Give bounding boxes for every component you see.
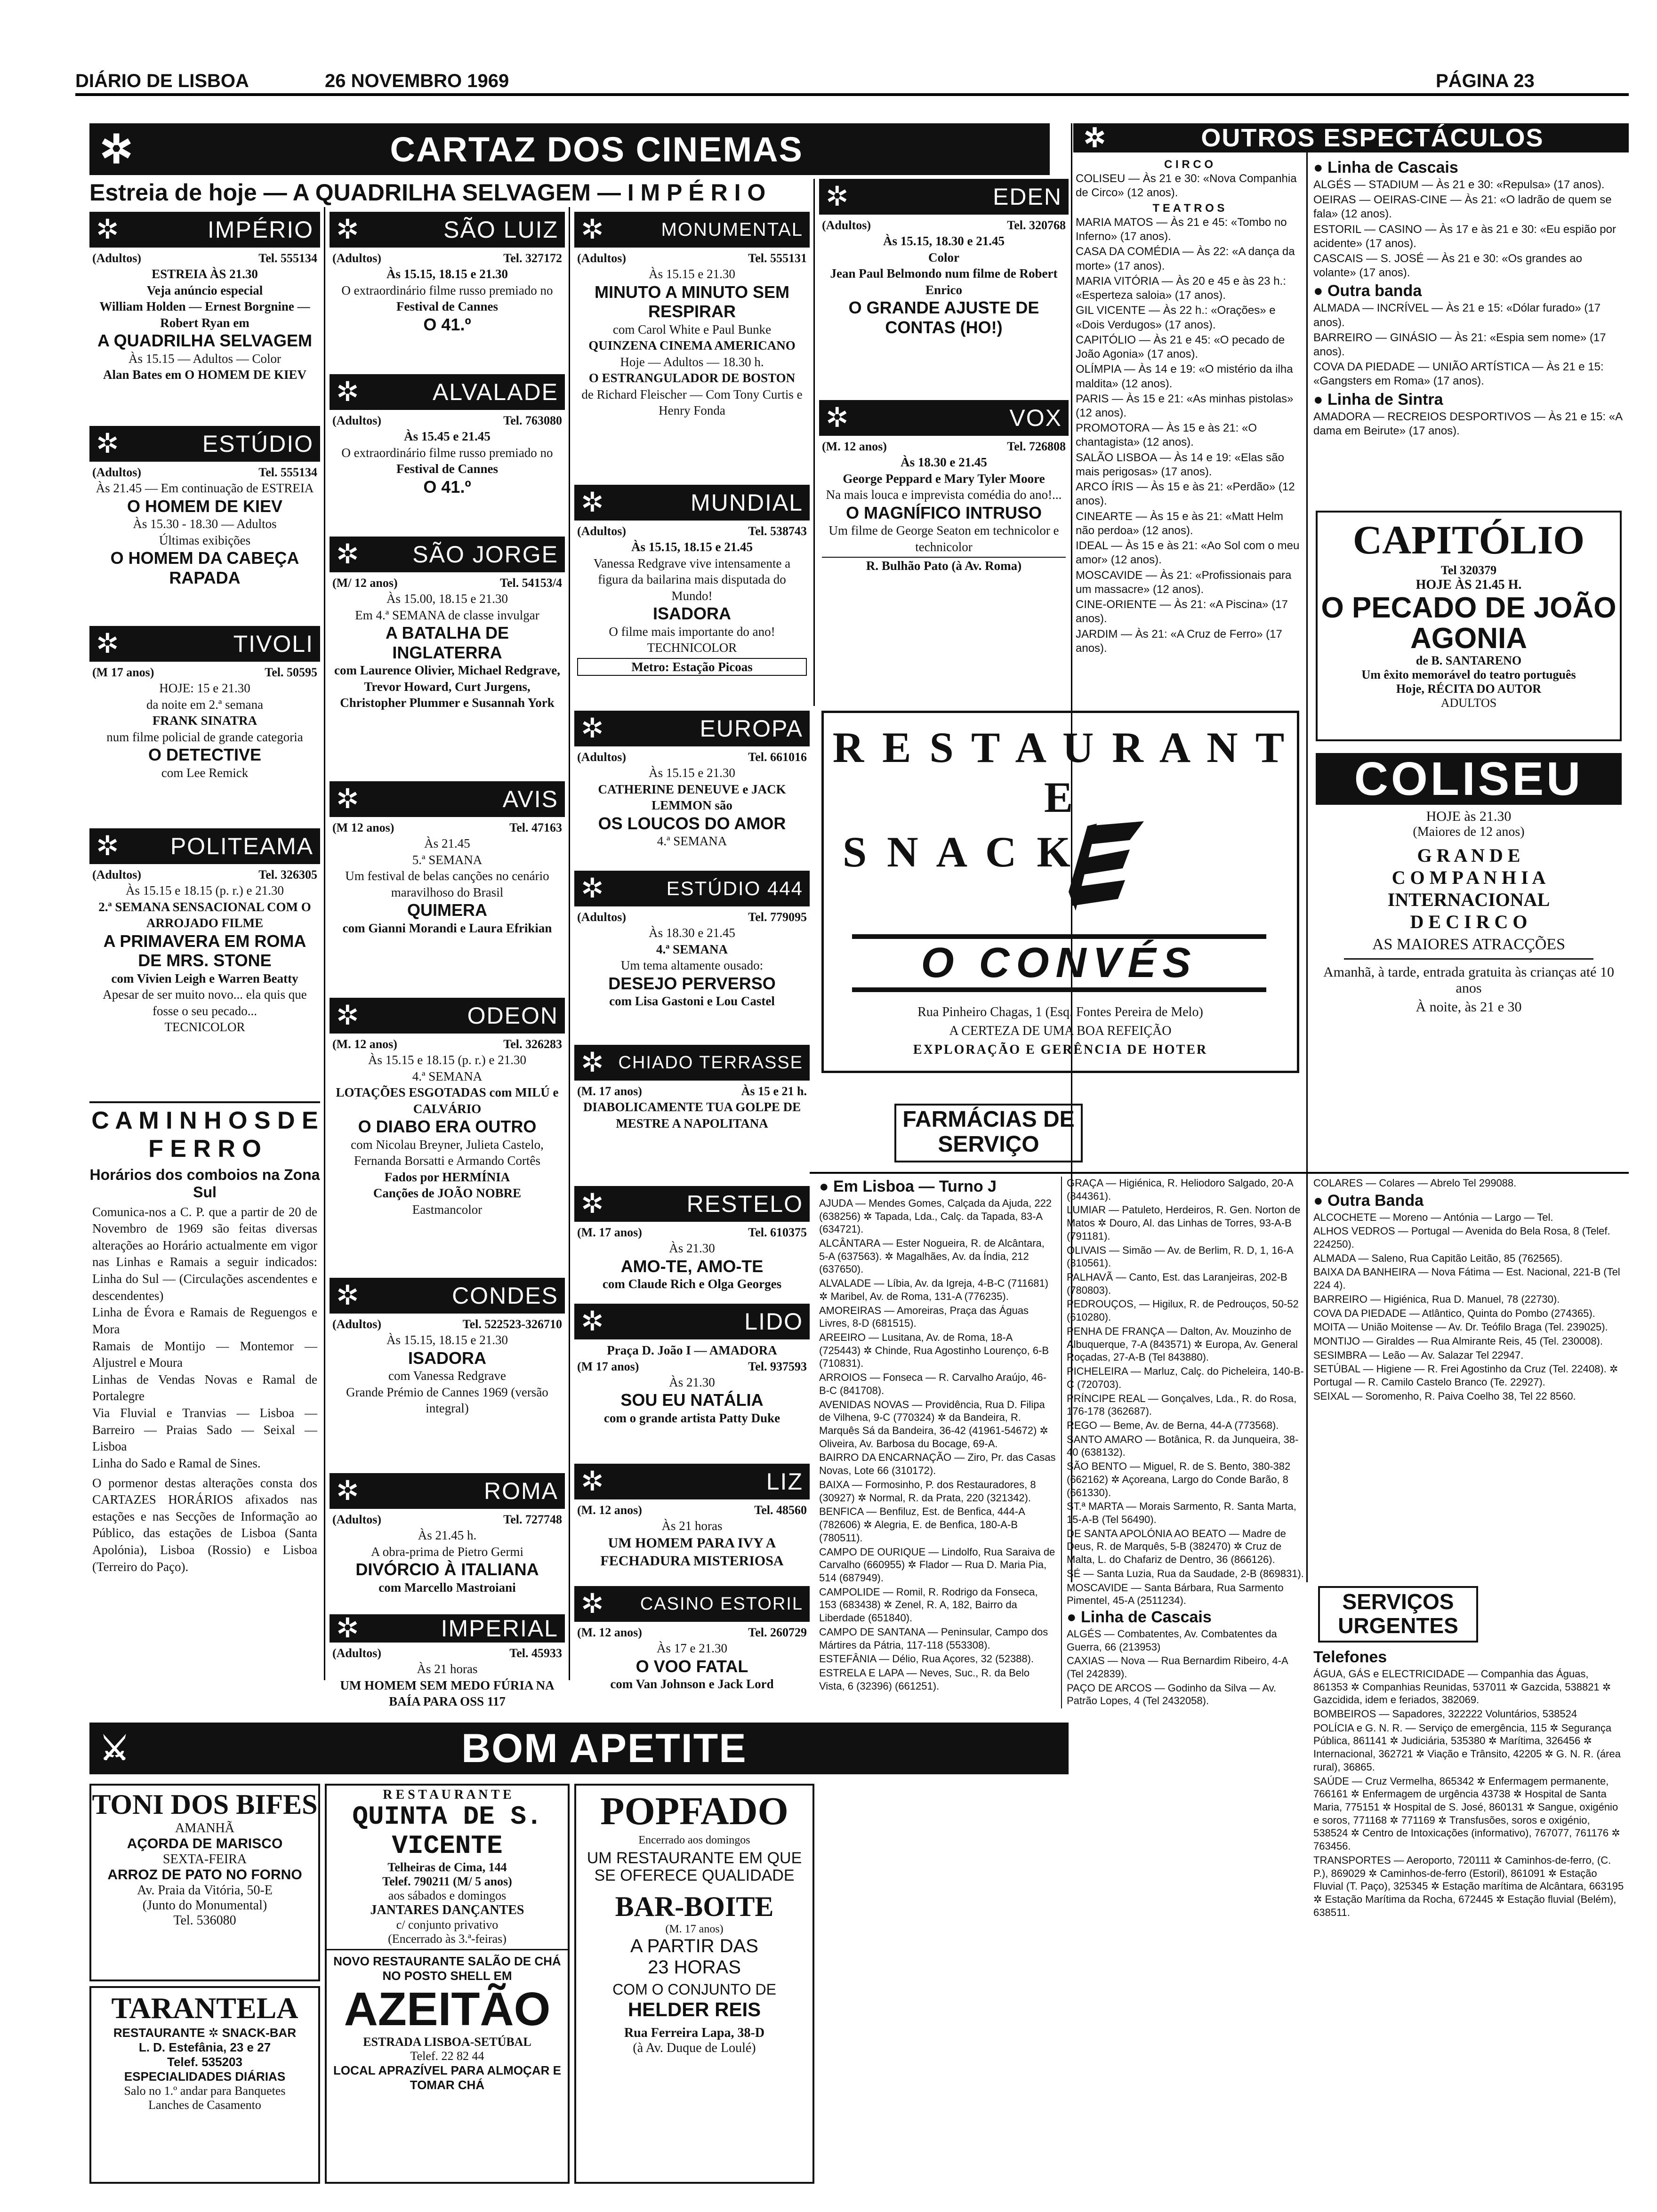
pharmacy-item: BARREIRO — Higiénica, Rua D. Manuel, 78 (22730).: [1313, 1293, 1560, 1305]
cinema-alvalade[interactable]: ✲ ALVALADE (Adultos) Tel. 763080 Às 15.45 e 21.45 O extraordinário filme russo premiado no Festival de Cannes O 41.º: [330, 374, 565, 529]
pharmacy-item: PICHELEIRA — Marluz, Calç. do Picheleira, 140-B-C (720703).: [1067, 1365, 1304, 1390]
pharmacy-item: ALMADA — Saleno, Rua Capitão Leitão, 85 (762565).: [1313, 1252, 1563, 1264]
farmacias-lisboa: [819, 1177, 1304, 1708]
asterisk-icon: ✲: [336, 1475, 359, 1506]
pharmacy-item: COLARES — Colares — Abrelo Tel 299088.: [1313, 1177, 1517, 1189]
pharmacy-item: OLIVAIS — Simão — Av. de Berlim, R. D, 1, 16-A (310561).: [1067, 1244, 1293, 1269]
cartaz-banner: ✲ CARTAZ DOS CINEMAS: [89, 123, 1050, 175]
sail-logo-icon: [1031, 821, 1172, 930]
pharmacy-item: BAIXA — Formosinho, P. dos Restauradores, 8 (30927) ✲ Normal, R. da Prata, 220 (321342).: [819, 1478, 1036, 1504]
asterisk-icon: ✲: [826, 181, 849, 212]
ad-toni-dos-bifes: TONI DOS BIFES AMANHÃ AÇORDA DE MARISCO SEXTA-FEIRA ARROZ DE PATO NO FORNO Av. Praia da Vitória, 50-E (Junto do Monumental) Tel. 536080: [89, 1784, 320, 1981]
bullet-icon: ●: [819, 1178, 833, 1195]
asterisk-icon: ✲: [581, 487, 604, 518]
asterisk-icon: ✲: [100, 127, 133, 171]
asterisk-icon: ✲: [581, 214, 604, 245]
pharmacy-item: SÃO BENTO — Miguel, R. de S. Bento, 380-382 (662162) ✲ Açoreana, Largo do Conde Barão, 8 (661330).: [1067, 1460, 1291, 1499]
servicos-banner: SERVIÇOS URGENTES: [1318, 1586, 1478, 1643]
cinema-europa[interactable]: ✲ EUROPA (Adultos) Tel. 661016 Às 15.15 e 21.30 CATHERINE DENEUVE e JACK LEMMON são OS LOUCOS DO AMOR 4.ª SEMANA: [574, 711, 810, 866]
asterisk-icon: ✲: [96, 214, 119, 245]
pharmacy-item: CAXIAS — Nova — Rua Bernardim Ribeiro, 4-A (Tel 242839).: [1067, 1655, 1288, 1680]
caminhos-title: C A M I N H O S D E F E R R O: [91, 1107, 318, 1162]
cinema-tivoli[interactable]: ✲ TIVOLI (M 17 anos) Tel. 50595 HOJE: 15 e 21.30 da noite em 2.ª semana FRANK SINATRA num filme policial de grande categoria O DETECTIVE com Lee Remick: [89, 626, 320, 819]
asterisk-icon: ✲: [336, 539, 359, 569]
cinema-politeama[interactable]: ✲ POLITEAMA (Adultos) Tel. 326305 Às 15.15 e 18.15 (p. r.) e 21.30 2.ª SEMANA SENSACIONAL COM O ARROJADO FILME A PRIMAVERA EM ROMA DE MRS. STONE com Vivien Leigh e Warren Beatty Apesar de ser muito novo... ela quis que fosse o seu pecado... TECNICOLOR: [89, 828, 320, 1092]
pharmacy-item: SANTO AMARO — Botânica, R. da Junqueira, 38-40 (638132).: [1067, 1433, 1299, 1459]
listing-item: CAPITÓLIO — Às 21 e 45: «O pecado de João Agonia» (17 anos).: [1076, 333, 1285, 361]
pharmacy-item: SÉ — Santa Luzia, Rua da Saudade, 2-B (869831).: [1067, 1567, 1304, 1579]
asterisk-icon: ✲: [96, 428, 119, 459]
pharmacy-item: CAMPOLIDE — Romil, R. Rodrigo da Fonseca, 153 (683438) ✲ Zenel, R. A, 182, Bairro da Liberdade (651840).: [819, 1586, 1038, 1624]
asterisk-icon: ✲: [336, 1614, 359, 1643]
cinema-sao-jorge[interactable]: ✲ SÃO JORGE (M/ 12 anos) Tel. 54153/4 Às 15.00, 18.15 e 21.30 Em 4.ª SEMANA de classe invulgar A BATALHA DE INGLATERRA com Laurence Olivier, Michael Redgrave, Trevor Howard, Curt Jurgens, Christopher Plummer e Susannah York: [330, 537, 565, 772]
ad-brand: O CONVÉS: [852, 934, 1266, 992]
cinema-eden[interactable]: ✲ EDEN (Adultos) Tel. 320768 Às 15.15, 18.30 e 21.45 Color Jean Paul Belmondo num filme de Robert Enrico O GRANDE AJUSTE DE CONTAS (HO!): [819, 179, 1069, 391]
banda-heading: ● Outra banda: [1313, 282, 1422, 300]
listing-item: MOSCAVIDE — Às 21: «Profissionais para um massacre» (12 anos).: [1076, 569, 1292, 596]
asterisk-icon: ✲: [581, 1306, 604, 1337]
pharmacy-item: ESTRELA E LAPA — Neves, Suc., R. da Belo Vista, 6 (32396) (661251).: [819, 1667, 1030, 1692]
bullet-icon: ●: [1313, 1191, 1327, 1210]
service-item: BOMBEIROS — Sapadores, 322222 Voluntários, 538524: [1313, 1707, 1577, 1720]
pharmacy-item: ALCOCHETE — Moreno — Antónia — Largo — Tel.: [1313, 1211, 1553, 1223]
cinema-odeon[interactable]: ✲ ODEON (M. 12 anos) Tel. 326283 Às 15.15 e 18.15 (p. r.) e 21.30 4.ª SEMANA LOTAÇÕES ESGOTADAS com MILÚ e CALVÁRIO O DIABO ERA OUTRO com Nicolau Breyner, Julieta Castelo, Fernanda Borsatti e Armando Cortês Fados por HERMÍNIA Canções de JOÃO NOBRE Eastmancolor: [330, 998, 565, 1271]
cinema-chiado-terrasse[interactable]: ✲ CHIADO TERRASSE (M. 17 anos) Às 15 e 21 h. DIABOLICAMENTE TUA GOLPE DE MESTRE A NAPOLITANA: [574, 1045, 810, 1181]
asterisk-icon: ✲: [581, 1188, 604, 1219]
cinema-imperio[interactable]: ✲ IMPÉRIO (Adultos) Tel. 555134 ESTREIA ÀS 21.30 Veja anúncio especial William Holden — Ernest Borgnine — Robert Ryan em A QUADRILHA SELVAGEM Às 15.15 — Adultos — Color Alan Bates em O HOMEM DE KIEV: [89, 212, 320, 419]
asterisk-icon: ✲: [336, 1280, 359, 1311]
col-rule: [1306, 123, 1308, 1582]
cinema-avis[interactable]: ✲ AVIS (M 12 anos) Tel. 47163 Às 21.45 5.ª SEMANA Um festival de belas canções no cenário maravilhoso do Brasil QUIMERA com Gianni Morandi e Laura Efrikian: [330, 781, 565, 988]
cinema-lido[interactable]: ✲ LIDO Praça D. João I — AMADORA (M 17 anos) Tel. 937593 Às 21.30 SOU EU NATÁLIA com o grande artista Patty Duke: [574, 1304, 810, 1459]
listing-item: IDEAL — Às 15 e às 21: «Ao Sol com o meu amor» (12 anos).: [1076, 539, 1300, 567]
asterisk-icon: ✲: [581, 1047, 604, 1078]
caminhos-subtitle: Horários dos comboios na Zona Sul: [89, 1166, 320, 1201]
ad-subtitle: S N A C K: [843, 828, 1075, 876]
pharmacy-item: ALGÉS — Combatentes, Av. Combatentes da Guerra, 66 (213953): [1067, 1627, 1277, 1653]
listing-item: PARIS — Às 15 e 21: «As minhas pistolas» (12 anos).: [1076, 392, 1294, 419]
asterisk-icon: ✲: [581, 1588, 604, 1619]
sintra-heading: ● Linha de Sintra: [1313, 390, 1443, 409]
pharmacy-item: AREEIRO — Lusitana, Av. de Roma, 18-A (725443) ✲ Chinde, Rua Agostinho Lourenço, 6-B (710831).: [819, 1331, 1049, 1370]
listing-item: BARREIRO — GINÁSIO — Às 21: «Espia sem nome» (17 anos).: [1313, 331, 1606, 358]
ad-tarantela: TARANTELA RESTAURANTE ✲ SNACK-BAR L. D. Estefânia, 23 e 27 Telef. 535203 ESPECIALIDADES DIÁRIAS Salo no 1.º andar para Banquetes Lanches de Casamento: [89, 1986, 320, 2184]
service-item: TRANSPORTES — Aeroporto, 720111 ✲ Caminhos-de-ferro, (C. P.), 869029 ✲ Caminhos-de-ferro (Estoril), 861091 ✲ Estação Fluvial (T. Paço), 325345 ✲ Estação marítima de Alcântara, 663195 ✲ Estação Marítima da Rocha, 672445 ✲ Estação fluvial (Belém), 638511.: [1313, 1854, 1624, 1918]
cinema-condes[interactable]: ✲ CONDES (Adultos) Tel. 522523-326710 Às 15.15, 18.15 e 21.30 ISADORA com Vanessa Redgrave Grande Prémio de Cannes 1969 (versão integral): [330, 1278, 565, 1466]
pharmacy-item: AMOREIRAS — Amoreiras, Praça das Águas Livres, 8-D (681515).: [819, 1304, 1029, 1330]
farmacias-banner: FARMÁCIAS DE SERVIÇO: [894, 1104, 1083, 1162]
listing-item: ARCO ÍRIS — Às 15 e às 21: «Perdão» (12 anos).: [1076, 481, 1295, 508]
listing-item: MARIA VITÓRIA — Às 20 e 45 e às 23 h.: «Esperteza saloia» (17 anos).: [1076, 274, 1286, 302]
pharmacy-item: SEIXAL — Soromenho, R. Paiva Coelho 38, Tel 22 8560.: [1313, 1390, 1576, 1402]
ad-quinta-sao-vicente: R E S T A U R A N T E QUINTA DE S. VICENTE Telheiras de Cima, 144 Telef. 790211 (M/ 5 anos) aos sábados e domingos JANTARES DANÇANTES c/ conjunto privativo (Encerrado às 3.ª-feiras) NOVO RESTAURANTE SALÃO DE CHÁ NO POSTO SHELL EM AZEITÃO ESTRADA LISBOA-SETÚBAL Telef. 22 82 44 LOCAL APRAZÍVEL PARA ALMOÇAR E TOMAR CHÁ: [325, 1784, 570, 2184]
pharmacy-item: ALVALADE — Líbia, Av. da Igreja, 4-B-C (711681) ✲ Maribel, Av. de Roma, 131-A (776235).: [819, 1277, 1049, 1302]
ad-capitolio: CAPITÓLIO Tel 320379 HOJE ÀS 21.45 H. O PECADO DE JOÃO AGONIA de B. SANTARENO Um êxito memorável do teatro português Hoje, RÉCITA DO AUTOR ADULTOS: [1316, 511, 1622, 741]
pharmacy-item: ALHOS VEDROS — Portugal — Avenida do Bela Rosa, 8 (Telef. 224250).: [1313, 1225, 1610, 1250]
ad-title: R E S T A U R A N T E: [832, 723, 1288, 821]
listing-item: CASA DA COMÉDIA — Às 22: «A dança da morte» (17 anos).: [1076, 245, 1295, 272]
listing-item: GIL VICENTE — Às 22 h.: «Orações» e «Dois Verdugos» (17 anos).: [1076, 304, 1276, 331]
outros-banner: ✲ OUTROS ESPECTÁCULOS: [1073, 123, 1629, 152]
listing-item: ALMADA — INCRÍVEL — Às 21 e 15: «Dólar furado» (17 anos).: [1313, 302, 1601, 329]
bom-apetite-banner: ⚔ BOM APETITE: [89, 1723, 1069, 1774]
listing-item: JARDIM — Às 21: «A Cruz de Ferro» (17 anos).: [1076, 627, 1282, 655]
listing-item: OLÍMPIA — Às 14 e 19: «O mistério da ilha maldita» (12 anos).: [1076, 363, 1293, 390]
asterisk-icon: ✲: [826, 402, 849, 433]
asterisk-icon: ✲: [1084, 123, 1106, 152]
premiere-line: Estreia de hoje — A QUADRILHA SELVAGEM — I M P É R I O: [89, 179, 766, 206]
servicos-list: Telefones ÁGUA, GÁS e ELECTRICIDADE — Companhia das Águas, 861353 ✲ Companhias Reunidas, 537011 ✲ Gazcida, 538821 ✲ Gazcidida, idem e feriados, 382069. BOMBEIROS — Sapadores, 322222 Voluntários, 538524 POLÍCIA e G. N. R. — Serviço de emergência, 115 ✲ Segurança Pública, 861141 ✲ Judiciária, 535380 ✲ Marítima, 326456 ✲ Internacional, 362721 ✲ Viação e Trânsito, 42205 ✲ G. N. R. (área rural), 36865. SAÚDE — Cruz Vermelha, 865342 ✲ Enfermagem permanente, 766161 ✲ Enfermagem de urgência 43738 ✲ Hospital de Santa Maria, 775151 ✲ Hospital de S. José, 860131 ✲ Sangue, oxigénio e soros, 771168 ✲ 771169 ✲ Transfusões, soros e oxigénio, 538524 ✲ Centro de Intoxicações (informativo), 767077, 761176 ✲ 763456. TRANSPORTES — Aeroporto, 720111 ✲ Caminhos-de-ferro, (C. P.), 869029 ✲ Caminhos-de-ferro (Estoril), 861091 ✲ Estação Fluvial (T. Paço), 325345 ✲ Estação marítima de Alcântara, 663195 ✲ Estação Marítima da Rocha, 672445 ✲ Estação fluvial (Belém), 638511.: [1313, 1648, 1624, 1918]
listing-item: COVA DA PIEDADE — UNIÃO ARTÍSTICA — Às 21 e 15: «Gangsters em Roma» (17 anos).: [1313, 361, 1604, 388]
pharmacy-item: PEDROUÇOS, — Higilux, R. de Pedrouços, 50-52 (610280).: [1067, 1298, 1299, 1323]
listing-item: ESTORIL — CASINO — Às 17 e às 21 e 30: «Eu espião por acidente» (17 anos).: [1313, 223, 1616, 250]
pharmacy-item: SESIMBRA — Leão — Av. Salazar Tel 22947.: [1313, 1349, 1524, 1361]
outra-banda-heading: ● Outra Banda: [1313, 1191, 1424, 1210]
cinema-estudio[interactable]: ✲ ESTÚDIO (Adultos) Tel. 555134 Às 21.45 — Em continuação de ESTREIA O HOMEM DE KIEV Às 15.30 - 18.30 — Adultos Últimas exibições O HOMEM DA CABEÇA RAPADA: [89, 426, 320, 619]
asterisk-icon: ✲: [581, 1466, 604, 1497]
pharmacy-item: PAÇO DE ARCOS — Godinho da Silva — Av. Patrão Lopes, 4 (Tel 2432058).: [1067, 1682, 1277, 1707]
listing-item: CASCAIS — S. JOSÉ — Às 21 e 30: «Os grandes ao volante» (17 anos).: [1313, 252, 1582, 280]
cinema-mundial[interactable]: ✲ MUNDIAL (Adultos) Tel. 538743 Às 15.15, 18.15 e 21.45 Vanessa Redgrave vive intensamente a figura da bailarina mais disputada do Mundo! ISADORA O filme mais importante do ano! TECHNICOLOR Metro: Estação Picoas: [574, 485, 810, 706]
pharmacy-item: COVA DA PIEDADE — Atlântico, Quinta do Pombo (274365).: [1313, 1307, 1595, 1319]
service-item: ÁGUA, GÁS e ELECTRICIDADE — Companhia das Águas, 861353 ✲ Companhias Reunidas, 537011 ✲ Gazcida, 538821 ✲ Gazcidida, idem e feriados, 382069.: [1313, 1667, 1611, 1706]
pharmacy-item: ALCÂNTARA — Ester Nogueira, R. de Alcântara, 5-A (637563). ✲ Magalhães, Av. da Índia, 212 (637650).: [819, 1237, 1045, 1275]
cinema-imperial[interactable]: ✲ IMPERIAL (Adultos) Tel. 45933 Às 21 horas UM HOMEM SEM MEDO FÚRIA NA BAÍA PARA OSS 117: [330, 1614, 565, 1708]
pharmacy-item: ESTEFÂNIA — Délio, Rua Açores, 32 (52388).: [819, 1653, 1034, 1665]
listing-item: PROMOTORA — Às 15 e às 21: «O chantagista» (12 anos).: [1076, 422, 1257, 449]
asterisk-icon: ✲: [581, 873, 604, 904]
pharmacy-item: PALHAVÃ — Canto, Est. das Laranjeiras, 202-B (780803).: [1067, 1271, 1287, 1296]
bullet-icon: ●: [1067, 1608, 1081, 1626]
asterisk-icon: ✲: [336, 784, 359, 814]
asterisk-icon: ✲: [96, 831, 119, 861]
pharmacy-item: AVENIDAS NOVAS — Providência, Rua D. Filipa de Vilhena, 9-C (770324) ✲ da Bandeira, R. Marquês Sá da Bandeira, 36-42 (41961-54672) ✲ Oliveira, Av. Barbosa du Bocage, 69-A.: [819, 1398, 1048, 1450]
service-item: SAÚDE — Cruz Vermelha, 865342 ✲ Enfermagem permanente, 766161 ✲ Enfermagem de urgência 43738 ✲ Hospital de Santa Maria, 775151 ✲ Hospital de S. José, 860131 ✲ Sangue, oxigénio e soros, 771168 ✲ 771169 ✲ Transfusões, soros e oxigénio, 538524 ✲ Centro de Intoxicações (informativo), 767077, 761176 ✲ 763456.: [1313, 1775, 1620, 1852]
col-rule: [813, 179, 815, 706]
bullet-icon: ●: [1313, 159, 1327, 176]
ad-restaurante-snack: R E S T A U R A N T E S N A C K O CONVÉS Rua Pinheiro Chagas, 1 (Esq. Fontes Pereira de Melo) A CERTEZA DE UMA BOA REFEIÇÃO EXPLORAÇÃO E GERÊNCIA DE HOTER: [821, 711, 1299, 1073]
farm-cascais-heading: ● Linha de Cascais: [1067, 1608, 1212, 1626]
paper-name: DIÁRIO DE LISBOA: [75, 71, 249, 91]
col-rule: [569, 207, 570, 1680]
outros-list: C I R C O COLISEU — Às 21 e 30: «Nova Companhia de Circo» (12 anos). T E A T R O S MARIA MATOS — Às 21 e 45: «Tombo no Inferno» (17 anos). CASA DA COMÉDIA — Às 22: «A dança da morte» (17 anos). MARIA VITÓRIA — Às 20 e 45 e às 23 h.: «Esperteza saloia» (17 anos). GIL VICENTE — Às 22 h.: «Orações» e «Dois Verdugos» (17 anos). CAPITÓLIO — Às 21 e 45: «O pecado de João Agonia» (17 anos). OLÍMPIA — Às 14 e 19: «O mistério da ilha maldita» (12 anos). PARIS — Às 15 e 21: «As minhas pistolas» (12 anos). PROMOTORA — Às 15 e às 21: «O chantagista» (12 anos). SALÃO LISBOA — Às 14 e 19: «Elas são mais perigosas» (17 anos). ARCO ÍRIS — Às 15 e às 21: «Perdão» (12 anos). CINEARTE — Às 15 e às 21: «Matt Helm não perdoa» (12 anos). IDEAL — Às 15 e às 21: «Ao Sol com o meu amor» (12 anos). MOSCAVIDE — Às 21: «Profissionais para um massacre» (12 anos). CINE-ORIENTE — Às 21: «A Piscina» (17 anos). JARDIM — Às 21: «A Cruz de Ferro» (17 anos).: [1076, 158, 1302, 657]
listing-item: SALÃO LISBOA — Às 14 e 19: «Elas são mais perigosas» (17 anos).: [1076, 451, 1284, 478]
pharmacy-item: DE SANTA APOLÓNIA AO BEATO — Madre de Deus, R. de Marquês, 5-B (382470) ✲ Cruz de Malta, L. do Chafariz de Dentro, 36 (866126).: [1067, 1527, 1286, 1566]
listing-item: AMADORA — RECREIOS DESPORTIVOS — Às 21 e 15: «A dama em Beirute» (17 anos).: [1313, 410, 1622, 437]
pharmacy-item: CAMPO DE SANTANA — Peninsular, Campo dos Mártires da Pátria, 117-118 (553308).: [819, 1626, 1048, 1651]
header-rule: [75, 93, 1629, 96]
asterisk-icon: ✲: [96, 628, 119, 659]
pharmacy-item: AJUDA — Mendes Gomes, Calçada da Ajuda, 222 (638256) ✲ Tapada, Lda., Calç. da Tapada, 83-A (634721).: [819, 1197, 1052, 1235]
pharmacy-item: GRAÇA — Higiénica, R. Heliodoro Salgado, 20-A (844361).: [1067, 1177, 1293, 1202]
pharmacy-item: ARROIOS — Fonseca — R. Carvalho Araújo, 46-B-C (841708).: [819, 1371, 1046, 1396]
cascais-heading: ● Linha de Cascais: [1313, 159, 1458, 176]
pharmacy-item: PRÍNCIPE REAL — Gonçalves, Lda., R. do Rosa, 176-178 (362687).: [1067, 1392, 1297, 1418]
service-item: POLÍCIA e G. N. R. — Serviço de emergência, 115 ✲ Segurança Pública, 861141 ✲ Judiciária, 535380 ✲ Marítima, 326456 ✲ Internacional, 362721 ✲ Viação e Trânsito, 42205 ✲ G. N. R. (área rural), 36865.: [1313, 1722, 1621, 1773]
pharmacy-item: MOITA — União Moitense — Av. Dr. Teófilo Braga (Tel. 239025).: [1313, 1321, 1608, 1333]
caminhos-de-ferro: C A M I N H O S D E F E R R O Horários dos comboios na Zona Sul Comunica-nos a C. P. que a partir de 20 de Novembro de 1969 são feitas diversas alterações ao Horário actualmente em vigor nas Linhas e Ramais a seguir indicados: Linha do Sul — (Circulações ascendentes e descendentes) Linha de Évora e Ramais de Reguengos e Mora Ramais de Montijo — Montemor — Aljustrel e Moura Linhas de Vendas Novas e Ramal de Portalegre Via Fluvial e Tranvias — Lisboa — Barreiro — Praias Sado — Seixal — Lisboa Linha do Sado e Ramal de Sines. O pormenor destas alterações consta dos CARTAZES HORÁRIOS afixados nas estações e nas Secções de Informação ao Público, das estações de Lisboa (Santa Apolónia), Lisboa (Rossio) e Lisboa (Terreiro do Paço).: [89, 1101, 320, 1704]
cinema-restelo[interactable]: ✲ RESTELO (M. 17 anos) Tel. 610375 Às 21.30 AMO-TE, AMO-TE com Claude Rich e Olga Georges: [574, 1186, 810, 1299]
asterisk-icon: ✲: [336, 377, 359, 407]
col-rule: [324, 207, 325, 1680]
listing-item: CINEARTE — Às 15 e às 21: «Matt Helm não perdoa» (12 anos).: [1076, 510, 1284, 537]
listing-item: CINE-ORIENTE — Às 21: «A Piscina» (17 anos).: [1076, 598, 1288, 625]
ad-coliseu: COLISEU HOJE às 21.30 (Maiores de 12 anos) G R A N D E C O M P A N H I A INTERNACIONAL D E C I R C O AS MAIORES ATRACÇÕES Amanhã, à tarde, entrada gratuita às crianças até 10 anos À noite, às 21 e 30: [1316, 753, 1622, 1087]
cinema-roma[interactable]: ✲ ROMA (Adultos) Tel. 727748 Às 21.45 h. A obra-prima de Pietro Germi DIVÓRCIO À ITALIANA com Marcello Mastroiani: [330, 1473, 565, 1610]
pharmacy-item: REGO — Beme, Av. de Berna, 44-A (773568).: [1067, 1419, 1279, 1431]
outros-right-list: [1313, 158, 1624, 439]
cinema-casino-estoril[interactable]: ✲ CASINO ESTORIL (M. 12 anos) Tel. 260729 Às 17 e 21.30 O VOO FATAL com Van Johnson e Jack Lord: [574, 1586, 810, 1708]
fork-knife-icon: ⚔: [100, 1730, 129, 1767]
farmacias-rule: [810, 1172, 1629, 1174]
pharmacy-item: SETÚBAL — Higiene — R. Frei Agostinho da Cruz (Tel. 22408). ✲ Portugal — R. Camilo Castelo Branco (Te. 22927).: [1313, 1363, 1618, 1388]
cinema-vox[interactable]: ✲ VOX (M. 12 anos) Tel. 726808 Às 18.30 e 21.45 George Peppard e Mary Tyler Moore Na mais louca e imprevista comédia do ano!... O MAGNÍFICO INTRUSO Um filme de George Seaton em technicolor e technicolor R. Bulhão Pato (à Av. Roma): [819, 400, 1069, 631]
listing-item: MARIA MATOS — Às 21 e 45: «Tombo no Inferno» (17 anos).: [1076, 216, 1287, 243]
ad-popfado: POPFADO Encerrado aos domingos UM RESTAURANTE EM QUE SE OFERECE QUALIDADE BAR-BOITE (M. 17 anos) A PARTIR DAS 23 HORAS COM O CONJUNTO DE HELDER REIS Rua Ferreira Lapa, 38-D (à Av. Duque de Loulé): [574, 1784, 814, 2184]
listing-item: OEIRAS — OEIRAS-CINE — Às 21: «O ladrão de quem se fala» (12 anos).: [1313, 193, 1612, 221]
listing-item: ALGÉS — STADIUM — Às 21 e 30: «Repulsa» (17 anos).: [1313, 178, 1605, 191]
cinema-estudio-444[interactable]: ✲ ESTÚDIO 444 (Adultos) Tel. 779095 Às 18.30 e 21.45 4.ª SEMANA Um tema altamente ousado: DESEJO PERVERSO com Lisa Gastoni e Lou Castel: [574, 871, 810, 1040]
pharmacy-item: LUMIAR — Patuleto, Herdeiros, R. Gen. Norton de Matos ✲ Douro, Al. das Linhas de Torres, 93-A-B (791181).: [1067, 1204, 1301, 1242]
bullet-icon: ●: [1313, 390, 1327, 409]
cinema-monumental[interactable]: ✲ MONUMENTAL (Adultos) Tel. 555131 Às 15.15 e 21.30 MINUTO A MINUTO SEM RESPIRAR com Carol White e Paul Bunke QUINZENA CINEMA AMERICANO Hoje — Adultos — 18.30 h. O ESTRANGULADOR DE BOSTON de Richard Fleischer — Com Tony Curtis e Henry Fonda: [574, 212, 810, 480]
issue-date: 26 NOVEMBRO 1969: [325, 71, 509, 91]
pharmacy-item: BAIXA DA BANHEIRA — Nova Fátima — Est. Nacional, 221-B (Tel 224 4).: [1313, 1266, 1620, 1291]
pharmacy-item: MOSCAVIDE — Santa Bárbara, Rua Sarmento Pimentel, 45-A (2511234).: [1067, 1581, 1284, 1607]
asterisk-icon: ✲: [336, 1000, 359, 1031]
asterisk-icon: ✲: [336, 214, 359, 245]
asterisk-icon: ✲: [581, 713, 604, 744]
cinema-sao-luiz[interactable]: ✲ SÃO LUIZ (Adultos) Tel. 327172 Às 15.15, 18.15 e 21.30 O extraordinário filme russo premiado no Festival de Cannes O 41.º: [330, 212, 565, 367]
pharmacy-item: PENHA DE FRANÇA — Dalton, Av. Mouzinho de Albuquerque, 7-A (843571) ✲ Europa, Av. General Roçadas, 27-A-B (Tel 843880).: [1067, 1325, 1298, 1363]
pharmacy-item: BENFICA — Benfiluz, Est. de Benfica, 444-A (782606) ✲ Alegria, E. de Benfica, 180-A-B (780511).: [819, 1506, 1025, 1544]
listing-item: COLISEU — Às 21 e 30: «Nova Companhia de Circo» (12 anos).: [1076, 172, 1297, 200]
pharmacy-item: CAMPO DE OURIQUE — Lindolfo, Rua Saraiva de Carvalho (660955) ✲ Flador — Rua D. Maria Pia, 514 (687949).: [819, 1546, 1055, 1584]
pharmacy-item: ST.ª MARTA — Morais Sarmento, R. Santa Marta, 15-A-B (Tel 56490).: [1067, 1500, 1296, 1525]
bullet-icon: ●: [1313, 282, 1327, 300]
pharmacy-item: MONTIJO — Giraldes — Rua Almirante Reis, 45 (Tel. 230008).: [1313, 1335, 1603, 1347]
lisboa-heading: ● Em Lisboa — Turno J: [819, 1178, 997, 1195]
farmacias-outra-banda: [1313, 1177, 1624, 1404]
page-number: PÁGINA 23: [1436, 71, 1535, 91]
cinema-liz[interactable]: ✲ LIZ (M. 12 anos) Tel. 48560 Às 21 horas UM HOMEM PARA IVY A FECHADURA MISTERIOSA: [574, 1464, 810, 1581]
pharmacy-item: BAIRRO DA ENCARNAÇÃO — Ziro, Pr. das Casas Novas, Lote 66 (310172).: [819, 1451, 1056, 1477]
